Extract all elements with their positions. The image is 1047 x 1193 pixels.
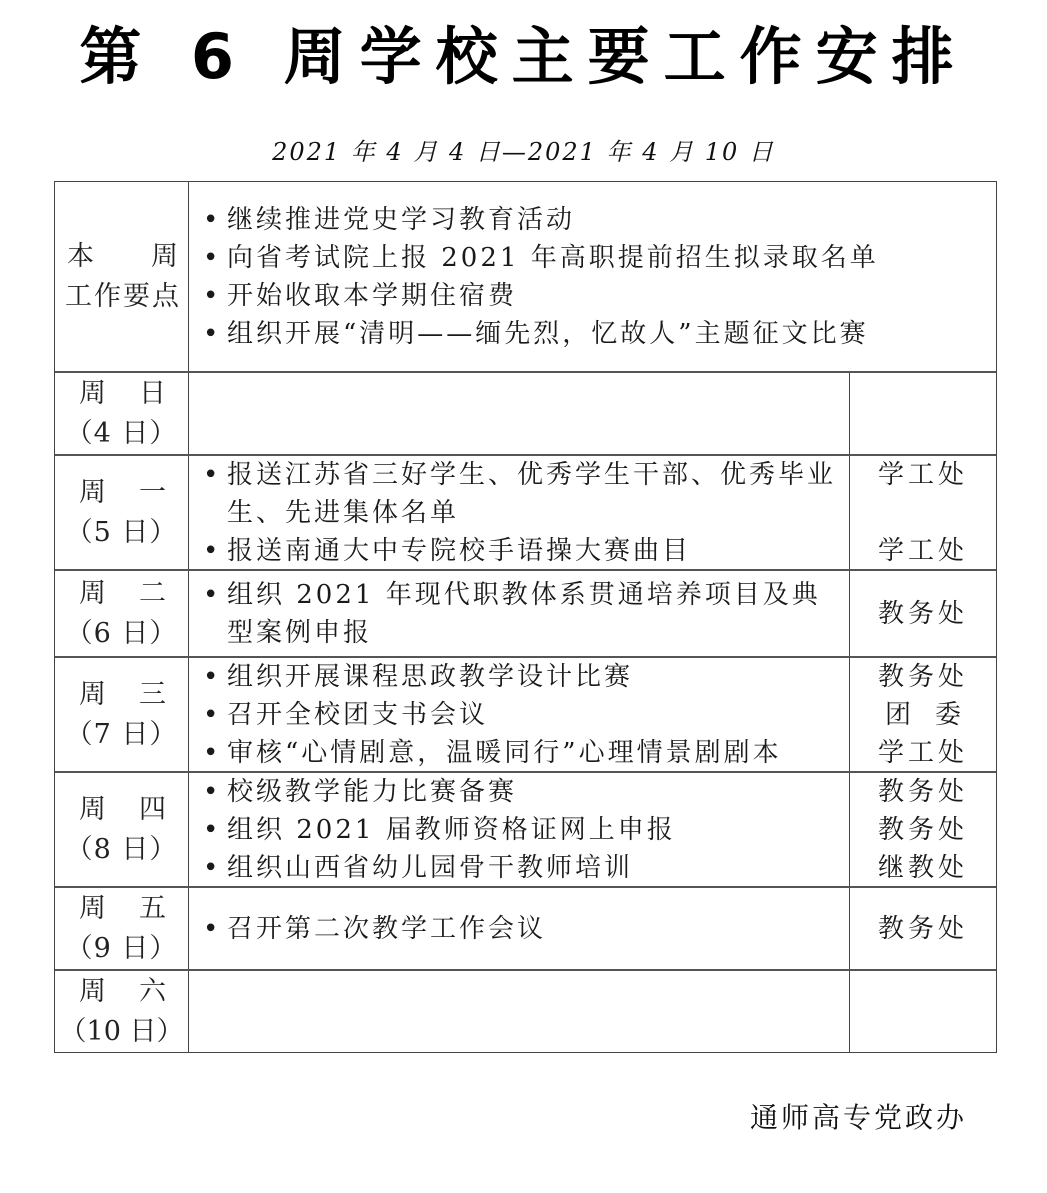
day-name-b: 三 (139, 678, 166, 710)
dept-item: 教务处 (877, 598, 968, 629)
day-row-friday (55, 886, 996, 969)
task-item: • 报送南通大中专院校手语操大赛曲目 (189, 532, 849, 570)
day-name-a: 周 (79, 975, 106, 1007)
day-row-monday (55, 454, 996, 569)
day-date: （6 日） (65, 617, 178, 649)
day-cell (55, 971, 189, 1052)
task-item: • 组织 2021 年现代职教体系贯通培养项目及典型案例申报 (189, 576, 849, 652)
dept-item: 继教处 (877, 852, 968, 883)
date-range: 2021 年 4 月 4 日—2021 年 4 月 10 日 (272, 138, 775, 166)
task-item: • 校级教学能力比赛备赛 (189, 773, 849, 811)
day-name-a: 周 (79, 793, 106, 825)
day-name-a: 周 (79, 377, 106, 409)
task-cell (189, 773, 850, 886)
day-date: （10 日） (59, 1015, 184, 1047)
dept-cell (850, 773, 996, 886)
page-title: 第 6 周学校主要工作安排 (79, 20, 968, 93)
task-item: • 组织山西省幼儿园骨干教师培训 (189, 849, 849, 887)
week-key-row (55, 182, 996, 371)
day-name-b: 日 (139, 377, 166, 409)
task-item: • 审核“心情剧意，温暖同行”心理情景剧剧本 (189, 734, 849, 772)
day-cell (55, 373, 189, 454)
dept-cell (850, 456, 996, 569)
day-name-a: 周 (79, 577, 106, 609)
dept-cell (850, 888, 996, 969)
week-key-label-line2: 工作要点 (65, 280, 181, 312)
day-row-wednesday (55, 656, 996, 771)
day-name-b: 六 (139, 975, 166, 1007)
day-date: （4 日） (65, 417, 178, 449)
day-row-saturday (55, 969, 996, 1052)
dept-item: 学工处 (877, 737, 968, 768)
day-row-tuesday (55, 569, 996, 656)
task-cell (189, 373, 850, 454)
task-item: • 组织开展课程思政教学设计比赛 (189, 658, 849, 696)
issuer-signature: 通师高专党政办 (749, 1101, 967, 1134)
week-key-label-b: 周 (151, 240, 178, 272)
task-cell (189, 971, 850, 1052)
week-key-item: • 组织开展“清明——缅先烈，忆故人”主题征文比赛 (189, 315, 996, 353)
task-cell (189, 456, 850, 569)
week-key-label (55, 237, 188, 317)
week-key-item: • 向省考试院上报 2021 年高职提前招生拟录取名单 (189, 239, 996, 277)
day-name-a: 周 (79, 476, 106, 508)
day-name-a: 周 (79, 678, 106, 710)
week-key-label-a: 本 (67, 240, 94, 272)
dept-cell (850, 971, 996, 1052)
schedule-table (54, 181, 997, 1053)
dept-item: 学工处 (877, 459, 968, 490)
day-name-a: 周 (79, 892, 106, 924)
day-name-b: 四 (139, 793, 166, 825)
dept-item: 教务处 (877, 913, 968, 944)
dept-item: 教务处 (877, 814, 968, 845)
week-key-items-cell (189, 182, 996, 371)
week-key-label-cell (55, 182, 189, 371)
dept-cell (850, 571, 996, 656)
week-key-item: • 继续推进党史学习教育活动 (189, 201, 996, 239)
task-item: • 召开全校团支书会议 (189, 696, 849, 734)
day-cell (55, 658, 189, 771)
dept-item: 学工处 (877, 535, 968, 566)
day-cell (55, 571, 189, 656)
dept-item: 团委 (884, 699, 985, 730)
week-key-item: • 开始收取本学期住宿费 (189, 277, 996, 315)
day-name-b: 五 (139, 892, 166, 924)
task-cell (189, 658, 850, 771)
dept-cell (850, 658, 996, 771)
task-item: • 召开第二次教学工作会议 (189, 910, 849, 948)
task-item: • 报送江苏省三好学生、优秀学生干部、优秀毕业生、先进集体名单 (189, 456, 849, 532)
dept-item: 教务处 (877, 776, 968, 807)
day-row-sunday (55, 371, 996, 454)
dept-cell (850, 373, 996, 454)
day-cell (55, 888, 189, 969)
day-date: （7 日） (65, 718, 178, 750)
day-name-b: 一 (139, 476, 166, 508)
task-cell (189, 888, 850, 969)
day-date: （8 日） (65, 833, 178, 865)
day-date: （5 日） (65, 516, 178, 548)
day-date: （9 日） (65, 932, 178, 964)
week-key-list (189, 201, 996, 353)
dept-item: 教务处 (877, 661, 968, 692)
day-cell (55, 773, 189, 886)
day-name-b: 二 (139, 577, 166, 609)
task-cell (189, 571, 850, 656)
day-cell (55, 456, 189, 569)
task-item: • 组织 2021 届教师资格证网上申报 (189, 811, 849, 849)
day-row-thursday (55, 771, 996, 886)
